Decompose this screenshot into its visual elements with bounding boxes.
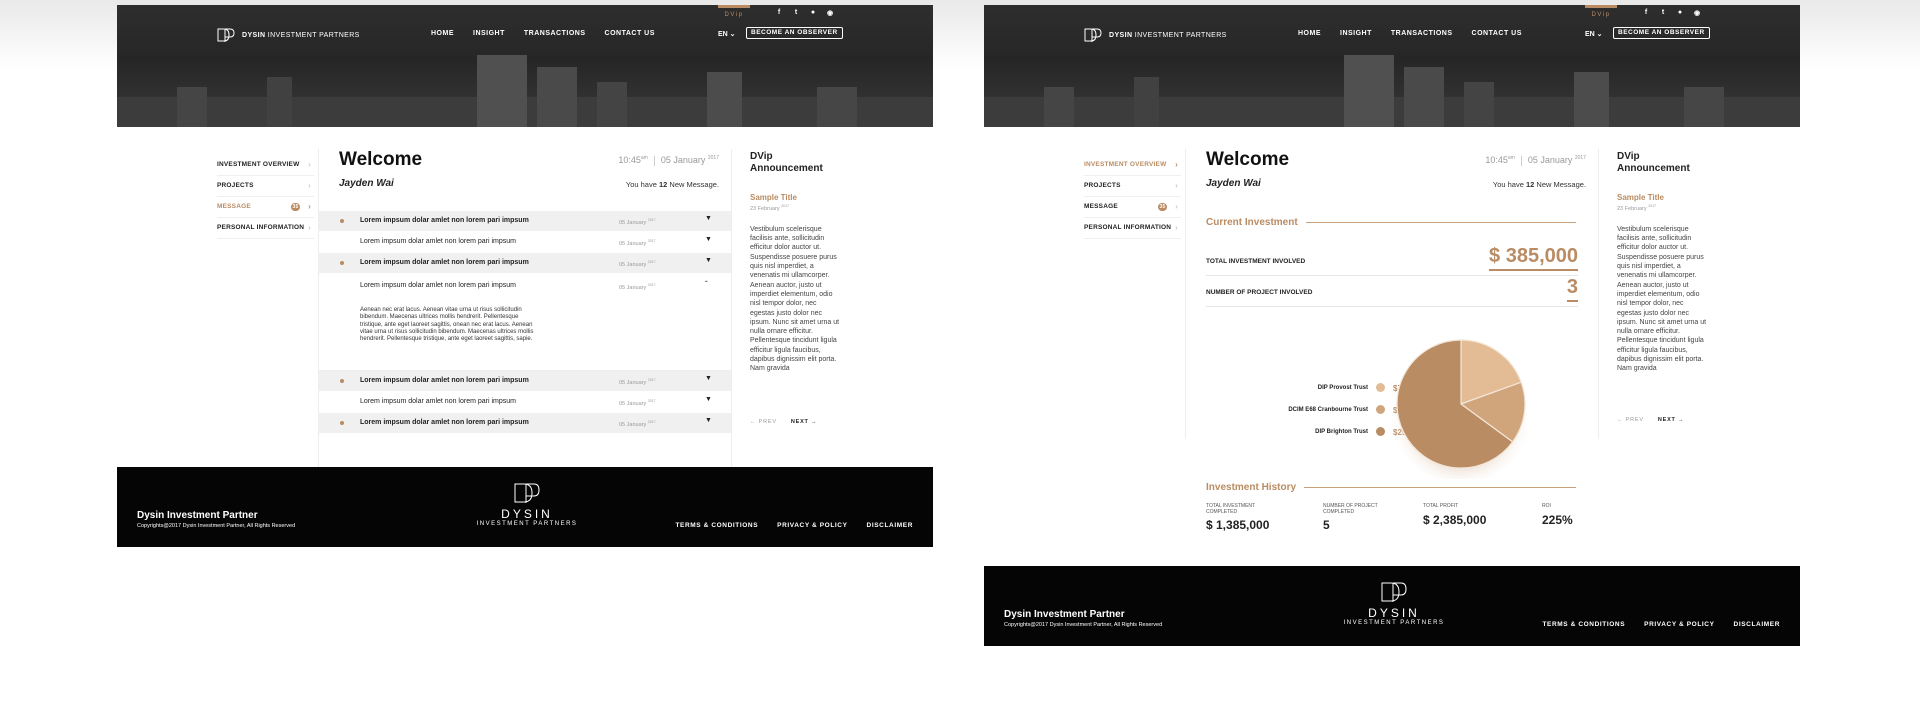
- prev-label: PREV: [1625, 417, 1644, 423]
- message-date: [619, 283, 656, 291]
- disclaimer-link[interactable]: DISCLAIMER: [866, 522, 913, 529]
- date-text: 05 January: [619, 379, 647, 386]
- next-label: NEXT: [790, 419, 809, 425]
- total-investment-label: TOTAL INVESTMENT INVOLVED: [1206, 258, 1306, 265]
- msg-prefix: You have: [1492, 180, 1526, 189]
- date-text: 23 February: [750, 205, 780, 212]
- history-total-investment: [1206, 504, 1276, 532]
- heading-line: Announcement: [1617, 163, 1690, 174]
- message-date: [619, 260, 656, 268]
- twitter-icon[interactable]: t: [1661, 9, 1665, 16]
- divider: [654, 156, 655, 166]
- social-links: [775, 9, 834, 17]
- history-roi: [1542, 504, 1612, 527]
- date-text: 05 January: [619, 240, 647, 247]
- project-count-row: [1206, 276, 1578, 307]
- section-divider: [1304, 487, 1576, 488]
- investment-pie-chart: [1386, 329, 1536, 479]
- history-label: ROI: [1542, 503, 1551, 509]
- date-text: 05 January: [619, 400, 647, 407]
- footer-company: Dysin Investment Partner: [137, 510, 258, 521]
- sidebar-item-projects[interactable]: [1084, 176, 1181, 197]
- message-date: [619, 378, 656, 386]
- message-row[interactable]: [319, 232, 731, 253]
- message-list: [319, 211, 731, 434]
- date-text: 05 January: [619, 261, 647, 268]
- expand-chevron-down-icon[interactable]: ▼: [705, 236, 712, 243]
- heading-line: DVip: [1617, 151, 1640, 162]
- sidebar-item-personal-information[interactable]: [1084, 218, 1181, 239]
- expand-chevron-down-icon[interactable]: ▼: [705, 375, 712, 382]
- collapse-chevron-up-icon[interactable]: ˆ: [705, 280, 708, 289]
- legend-label: DCIM E68 Cranbourne Trust: [1288, 407, 1368, 413]
- legend-label: DIP Provost Trust: [1317, 385, 1368, 391]
- sidebar-item-investment-overview[interactable]: [217, 155, 314, 176]
- legend-swatch: [1376, 383, 1385, 392]
- message-row[interactable]: [319, 211, 731, 232]
- twitter-icon[interactable]: t: [794, 9, 798, 16]
- section-divider: [1306, 222, 1576, 223]
- total-investment-value: $ 385,000: [1489, 245, 1578, 271]
- year: 2017: [707, 155, 719, 161]
- sidebar-item-label: PERSONAL INFORMATION: [217, 224, 305, 231]
- sidebar-item-investment-overview[interactable]: [1084, 155, 1181, 176]
- project-count-value: 3: [1567, 276, 1578, 302]
- date: 05 January: [660, 155, 706, 165]
- nav-insight[interactable]: INSIGHT: [1340, 30, 1372, 37]
- chevron-right-icon: ›: [308, 223, 311, 232]
- message-row[interactable]: [319, 413, 731, 434]
- sidebar-item-label: PROJECTS: [1084, 182, 1121, 189]
- message-body: Aenean nec erat lacus. Aenean vitae urna ut risus sollicitudin bibendum. Maecenas ultrices mollis hendrerit. Pellentesque tristique, ante eget laoreet sagittis, onean nec erat lacus. Aenean vitae urna ut risus sollicitudin bibendum. Maecenas ultrices mollis hendrerit. Pellentesque tristique, ante eget laoreet sagittis, sapie.: [360, 307, 534, 343]
- chevron-right-icon: ›: [308, 160, 311, 169]
- sidebar-item-label: INVESTMENT OVERVIEW: [1084, 161, 1167, 168]
- wechat-icon[interactable]: ●: [810, 9, 816, 16]
- header-hero: [117, 5, 933, 127]
- footer-company: Dysin Investment Partner: [1004, 609, 1125, 620]
- terms-link[interactable]: TERMS & CONDITIONS: [675, 522, 759, 529]
- privacy-link[interactable]: PRIVACY & POLICY: [1644, 621, 1715, 628]
- current-datetime: [1485, 155, 1586, 166]
- chevron-right-icon: ›: [308, 202, 311, 211]
- msg-suffix: New Message.: [667, 180, 719, 189]
- expand-chevron-down-icon[interactable]: ▼: [705, 257, 712, 264]
- top-nav: [117, 5, 933, 61]
- new-message-count: [626, 180, 719, 189]
- history-label: NUMBER OF PROJECT COMPLETED: [1323, 503, 1378, 515]
- message-date: [619, 420, 656, 428]
- footer-logo-title: DYSIN: [501, 507, 553, 521]
- history-label: TOTAL INVESTMENT COMPLETED: [1206, 503, 1255, 515]
- prev-button[interactable]: ← PREV: [1617, 417, 1644, 423]
- announcement-title[interactable]: Sample Title: [1617, 193, 1664, 202]
- date-text: 05 January: [619, 219, 647, 226]
- announcement-heading: [1617, 151, 1707, 175]
- sidebar-item-label: MESSAGE: [217, 203, 251, 210]
- facebook-icon[interactable]: f: [1644, 9, 1648, 16]
- expand-chevron-down-icon[interactable]: ▼: [705, 417, 712, 424]
- nav-contact-us[interactable]: CONTACT US: [1471, 30, 1522, 37]
- sidebar-item-label: MESSAGE: [1084, 203, 1118, 210]
- dvip-tab[interactable]: DVip: [718, 5, 750, 19]
- legend-label: DIP Brighton Trust: [1315, 429, 1368, 435]
- top-nav: [984, 5, 1800, 61]
- sidebar-item-projects[interactable]: [217, 176, 314, 197]
- terms-link[interactable]: TERMS & CONDITIONS: [1542, 621, 1626, 628]
- year-text: 2017: [647, 378, 656, 382]
- chevron-right-icon: ›: [1175, 223, 1178, 232]
- sidebar-item-label: INVESTMENT OVERVIEW: [217, 161, 300, 168]
- announcement-body: Vestibulum scelerisque facilisis ante, sollicitudin efficitur dolor auctor ut. Suspendisse posuere purus quis nisl imperdiet, a venenatis mi ullamcorper. Aenean auctor, justo ut imperdiet elementum, odio nisl tempor dolor, nec egestas justo dolor nec ipsum. Nunc sit amet urna ut nulla ornare efficitur. Pellentesque tincidunt ligula efficitur ligula faucibus, dapibus dignissim elit porta. Nam gravida: [1617, 225, 1707, 373]
- chevron-right-icon: ›: [1175, 181, 1178, 190]
- brand-logo[interactable]: [217, 27, 360, 43]
- dp-logo-icon: [513, 482, 541, 504]
- nav-home[interactable]: HOME: [1298, 30, 1321, 37]
- sidebar-item-label: PERSONAL INFORMATION: [1084, 224, 1172, 231]
- new-message-count: [1493, 180, 1586, 189]
- message-page-mockup: [117, 5, 933, 529]
- footer-links: [675, 522, 913, 529]
- msg-prefix: You have: [625, 180, 659, 189]
- announcement-pager: [1617, 417, 1684, 423]
- brand-name: DYSIN INVESTMENT PARTNERS: [1109, 31, 1227, 39]
- message-date: [619, 399, 656, 407]
- unread-dot-icon: [340, 219, 344, 223]
- date-text: 23 February: [1617, 205, 1647, 212]
- user-name: Jayden Wai: [1206, 178, 1261, 189]
- chevron-right-icon: ›: [1175, 202, 1178, 211]
- message-date: [619, 239, 656, 247]
- footer-logo-subtitle: INVESTMENT PARTNERS: [1343, 620, 1445, 626]
- message-subject: Lorem impsum dolar amlet non lorem pari impsum: [360, 259, 529, 266]
- investment-overview-page-mockup: [984, 5, 1800, 628]
- time: 10:45: [1485, 155, 1508, 165]
- history-value: 5: [1323, 518, 1330, 532]
- language-selector[interactable]: EN ⌄: [718, 31, 736, 38]
- announcement-pager: [750, 419, 817, 425]
- footer-logo: [1339, 581, 1449, 626]
- message-subject: Lorem impsum dolar amlet non lorem pari impsum: [360, 398, 516, 405]
- message-content: [318, 149, 732, 467]
- footer-logo-subtitle: INVESTMENT PARTNERS: [476, 521, 578, 527]
- become-observer-button[interactable]: BECOME AN OBSERVER: [1613, 27, 1710, 39]
- total-investment-row: [1206, 245, 1578, 276]
- announcement-panel: [1617, 151, 1707, 374]
- section-title-text: Investment History: [1206, 482, 1297, 493]
- nav-contact-us[interactable]: CONTACT US: [604, 30, 655, 37]
- history-value: $ 2,385,000: [1423, 512, 1487, 527]
- nav-home[interactable]: HOME: [431, 30, 454, 37]
- year: 2017: [1574, 155, 1586, 161]
- page-title: Welcome: [1206, 149, 1290, 170]
- main-menu: [431, 30, 655, 37]
- nav-transactions[interactable]: TRANSACTIONS: [1390, 30, 1453, 37]
- message-date: [619, 218, 656, 226]
- history-value: 225%: [1542, 512, 1573, 527]
- footer: [984, 566, 1800, 646]
- dvip-tab[interactable]: DVip: [1585, 5, 1617, 19]
- year-text: 2017: [647, 218, 656, 222]
- brand-name: DYSIN INVESTMENT PARTNERS: [242, 31, 360, 39]
- msg-count: 12: [658, 180, 668, 189]
- weibo-icon[interactable]: ◉: [1693, 10, 1701, 17]
- sidebar-item-personal-information[interactable]: [217, 218, 314, 239]
- facebook-icon[interactable]: f: [777, 9, 781, 16]
- current-investment-title: [1206, 217, 1576, 228]
- unread-dot-icon: [340, 421, 344, 425]
- message-count-badge: 35: [1159, 204, 1166, 210]
- date: 05 January: [1527, 155, 1573, 165]
- wechat-icon[interactable]: ●: [1677, 9, 1683, 16]
- message-row-expanded[interactable]: [319, 274, 731, 371]
- main-area: [117, 127, 933, 467]
- year-text: 2017: [647, 420, 656, 424]
- history-label: TOTAL PROFIT: [1423, 503, 1459, 509]
- investment-content: [1185, 149, 1599, 532]
- year-text: 2017: [647, 260, 656, 264]
- announcement-date: [750, 204, 840, 212]
- sidebar: [1084, 155, 1181, 239]
- header-hero: [984, 5, 1800, 127]
- footer-logo-title: DYSIN: [1368, 606, 1420, 620]
- year-text: 2017: [647, 399, 656, 403]
- footer-copyright: Copyrights@2017 Dysin Investment Partner, All Rights Reserved: [1004, 622, 1163, 628]
- date-text: 05 January: [619, 421, 647, 428]
- msg-suffix: New Message.: [1534, 180, 1586, 189]
- unread-dot-icon: [340, 261, 344, 265]
- weibo-icon[interactable]: ◉: [826, 10, 834, 17]
- footer-logo: [472, 482, 582, 527]
- dp-logo-icon: [1084, 27, 1102, 43]
- year-text: 2017: [1648, 204, 1656, 208]
- message-subject: Lorem impsum dolar amlet non lorem pari impsum: [360, 238, 516, 245]
- prev-button[interactable]: ← PREV: [750, 419, 777, 425]
- announcement-panel: [750, 151, 840, 374]
- year-text: 2017: [647, 283, 656, 287]
- brand-logo[interactable]: [1084, 27, 1227, 43]
- page-title: Welcome: [339, 149, 423, 170]
- message-count-badge: 35: [292, 204, 299, 210]
- expand-chevron-down-icon[interactable]: ▼: [705, 215, 712, 222]
- footer-copyright: Copyrights@2017 Dysin Investment Partner, All Rights Reserved: [137, 523, 296, 529]
- chevron-right-icon: ›: [308, 181, 311, 190]
- sidebar: [217, 155, 314, 239]
- sidebar-item-label: PROJECTS: [217, 182, 254, 189]
- section-title-text: Current Investment: [1206, 217, 1298, 228]
- prev-label: PREV: [758, 419, 777, 425]
- dp-logo-icon: [1380, 581, 1408, 603]
- legend-swatch: [1376, 427, 1385, 436]
- dp-logo-icon: [217, 27, 235, 43]
- chevron-right-icon: ›: [1175, 160, 1178, 169]
- social-links: [1642, 9, 1701, 17]
- expand-chevron-down-icon[interactable]: ▼: [705, 396, 712, 403]
- footer-links: [1542, 621, 1780, 628]
- announcement-date: [1617, 204, 1707, 212]
- message-subject: Lorem impsum dolar amlet non lorem pari impsum: [360, 217, 529, 224]
- time: 10:45: [618, 155, 641, 165]
- project-count-label: NUMBER OF PROJECT INVOLVED: [1206, 289, 1313, 296]
- heading-line: Announcement: [750, 163, 823, 174]
- main-menu: [1298, 30, 1522, 37]
- message-subject: Lorem impsum dolar amlet non lorem pari impsum: [360, 377, 529, 384]
- message-row[interactable]: [319, 253, 731, 274]
- time-suffix: am: [640, 155, 648, 161]
- time-suffix: am: [1507, 155, 1515, 161]
- history-value: $ 1,385,000: [1206, 518, 1270, 532]
- next-label: NEXT: [1657, 417, 1676, 423]
- announcement-heading: [750, 151, 840, 175]
- language-selector[interactable]: EN ⌄: [1585, 31, 1603, 38]
- history-project-count: [1323, 504, 1393, 532]
- legend-swatch: [1376, 405, 1385, 414]
- main-area: [984, 127, 1800, 567]
- year-text: 2017: [647, 239, 656, 243]
- become-observer-button[interactable]: BECOME AN OBSERVER: [746, 27, 843, 39]
- announcement-body: Vestibulum scelerisque facilisis ante, sollicitudin efficitur dolor auctor ut. Suspendisse posuere purus quis nisl imperdiet, a venenatis mi ullamcorper. Aenean auctor, justo ut imperdiet elementum, odio nisl tempor dolor, nec egestas justo dolor nec ipsum. Nunc sit amet urna ut nulla ornare efficitur. Pellentesque tincidunt ligula efficitur ligula faucibus, dapibus dignissim elit porta. Nam gravida: [750, 225, 840, 373]
- announcement-title[interactable]: Sample Title: [750, 193, 797, 202]
- message-subject: Lorem impsum dolar amlet non lorem pari impsum: [360, 282, 516, 289]
- nav-insight[interactable]: INSIGHT: [473, 30, 505, 37]
- history-total-profit: [1423, 504, 1493, 527]
- sidebar-item-message[interactable]: [1084, 197, 1181, 218]
- divider: [1521, 156, 1522, 166]
- sidebar-item-message[interactable]: [217, 197, 314, 218]
- nav-transactions[interactable]: TRANSACTIONS: [523, 30, 586, 37]
- current-datetime: [618, 155, 719, 166]
- investment-history-title: [1206, 482, 1576, 493]
- footer: [117, 467, 933, 547]
- message-row[interactable]: [319, 371, 731, 392]
- unread-dot-icon: [340, 379, 344, 383]
- disclaimer-link[interactable]: DISCLAIMER: [1733, 621, 1780, 628]
- privacy-link[interactable]: PRIVACY & POLICY: [777, 522, 848, 529]
- next-button[interactable]: NEXT →: [1657, 417, 1685, 423]
- user-name: Jayden Wai: [339, 178, 394, 189]
- next-button[interactable]: NEXT →: [790, 419, 818, 425]
- heading-line: DVip: [750, 151, 773, 162]
- message-subject: Lorem impsum dolar amlet non lorem pari impsum: [360, 419, 529, 426]
- message-row[interactable]: [319, 392, 731, 413]
- date-text: 05 January: [619, 284, 647, 291]
- year-text: 2017: [781, 204, 789, 208]
- msg-count: 12: [1525, 180, 1535, 189]
